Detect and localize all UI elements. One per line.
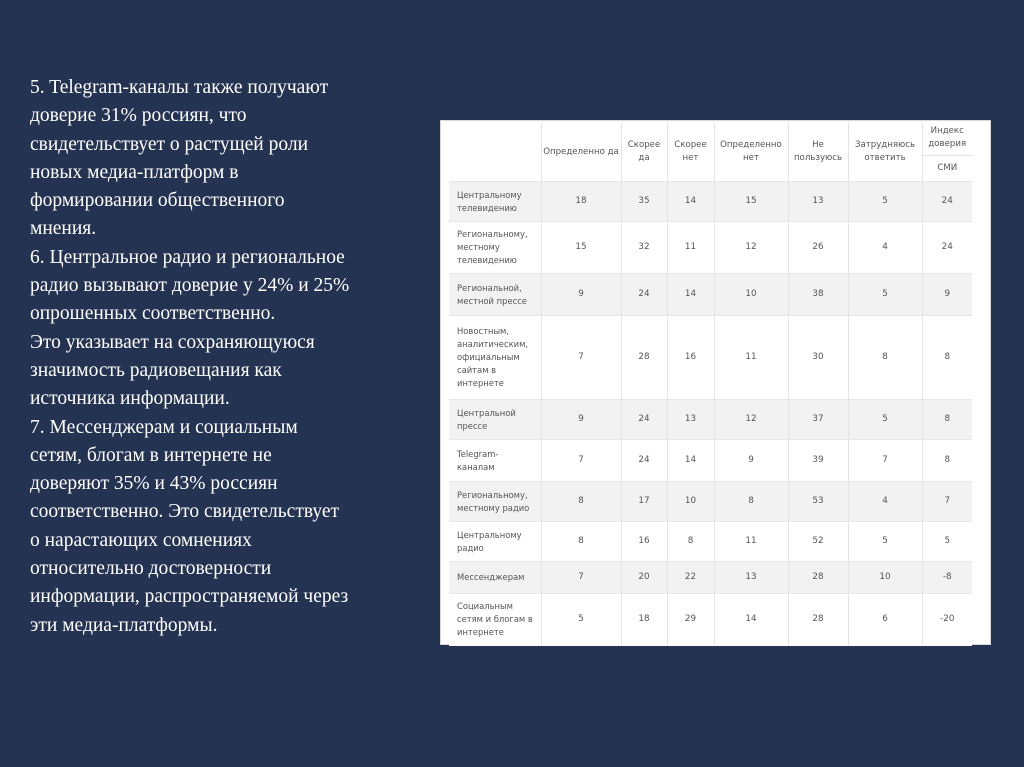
row-category: Социальным сетям и блогам в интернете	[449, 594, 541, 646]
row-value: 39	[788, 440, 848, 482]
header-trust-index	[922, 123, 972, 182]
row-value: 32	[621, 222, 667, 274]
row-value: 8	[922, 400, 972, 440]
row-value: 13	[788, 182, 848, 222]
row-value: 5	[541, 594, 621, 646]
row-value: 8	[714, 482, 788, 522]
table-row	[449, 222, 972, 274]
row-value: 10	[714, 274, 788, 316]
table-row	[449, 482, 972, 522]
row-value: 6	[848, 594, 922, 646]
row-value: 24	[922, 222, 972, 274]
row-value: 8	[541, 522, 621, 562]
row-category: Новостным, аналитическим, официальным сайтам в интернете	[449, 316, 541, 400]
row-value: 4	[848, 222, 922, 274]
row-value: 30	[788, 316, 848, 400]
row-category: Центральной прессе	[449, 400, 541, 440]
row-value: 5	[848, 274, 922, 316]
row-value: 9	[541, 274, 621, 316]
table-row	[449, 562, 972, 594]
row-category: Региональной, местной прессе	[449, 274, 541, 316]
row-value: 13	[667, 400, 714, 440]
table-row	[449, 182, 972, 222]
row-value: 7	[922, 482, 972, 522]
row-value: 14	[714, 594, 788, 646]
header-not-using: Не пользуюсь	[788, 123, 848, 182]
table-body	[449, 182, 972, 646]
row-value: 9	[541, 400, 621, 440]
row-value: 11	[714, 522, 788, 562]
paragraph-7: 7. Мессенджерам и социальным сетям, блогам в интернете не доверяют 35% и 43% россиян соответственно. Это свидетельствует о нарастающих сомнениях относительно достоверности информации, распространяемой через эти медиа-платформы.	[30, 416, 349, 636]
row-value: 7	[541, 316, 621, 400]
row-value: 12	[714, 400, 788, 440]
row-value: 28	[788, 594, 848, 646]
header-category	[449, 123, 541, 182]
table-row	[449, 316, 972, 400]
paragraph-6: 6. Центральное радио и региональное радио вызывают доверие у 24% и 25% опрошенных соответственно. Это указывает на сохраняющуюся значимость радиовещания как источника информации.	[30, 246, 350, 410]
header-rather-yes: Скорее да	[621, 123, 667, 182]
row-value: 29	[667, 594, 714, 646]
row-value: 7	[848, 440, 922, 482]
row-value: 17	[621, 482, 667, 522]
header-trust-index-sub: СМИ	[923, 155, 973, 175]
row-value: 7	[541, 440, 621, 482]
row-category: Центральному телевидению	[449, 182, 541, 222]
row-value: 14	[667, 440, 714, 482]
row-value: 10	[667, 482, 714, 522]
row-value: 15	[541, 222, 621, 274]
row-value: 53	[788, 482, 848, 522]
row-value: 20	[621, 562, 667, 594]
row-value: 35	[621, 182, 667, 222]
row-value: 8	[667, 522, 714, 562]
paragraph-5: 5. Telegram-каналы также получают доверие 31% россиян, что свидетельствует о растущей роли новых медиа-платформ в формировании общественного мнения.	[30, 77, 329, 240]
row-value: -8	[922, 562, 972, 594]
table-row	[449, 594, 972, 646]
table-row	[449, 522, 972, 562]
header-definitely-yes: Определенно да	[541, 123, 621, 182]
row-value: 14	[667, 274, 714, 316]
row-value: 24	[621, 440, 667, 482]
row-category: Региональному, местному радио	[449, 482, 541, 522]
row-value: 24	[621, 274, 667, 316]
row-value: 5	[848, 400, 922, 440]
row-value: 38	[788, 274, 848, 316]
table-row	[449, 440, 972, 482]
row-value: 22	[667, 562, 714, 594]
row-value: 8	[922, 316, 972, 400]
row-value: 11	[667, 222, 714, 274]
row-value: -20	[922, 594, 972, 646]
row-value: 13	[714, 562, 788, 594]
row-value: 4	[848, 482, 922, 522]
table-header-row	[449, 123, 972, 182]
row-value: 28	[788, 562, 848, 594]
header-definitely-no: Определенно нет	[714, 123, 788, 182]
row-value: 24	[621, 400, 667, 440]
row-value: 8	[541, 482, 621, 522]
row-value: 18	[541, 182, 621, 222]
row-value: 14	[667, 182, 714, 222]
row-value: 10	[848, 562, 922, 594]
header-trust-index-label: Индекс доверия	[928, 126, 967, 149]
row-category: Региональному, местному телевидению	[449, 222, 541, 274]
row-value: 7	[541, 562, 621, 594]
row-value: 16	[667, 316, 714, 400]
row-value: 12	[714, 222, 788, 274]
row-value: 18	[621, 594, 667, 646]
row-value: 37	[788, 400, 848, 440]
trust-table	[449, 123, 972, 646]
row-value: 26	[788, 222, 848, 274]
text-block	[30, 74, 430, 640]
row-category: Telegram-каналам	[449, 440, 541, 482]
row-value: 28	[621, 316, 667, 400]
row-value: 9	[922, 274, 972, 316]
row-value: 8	[922, 440, 972, 482]
row-value: 16	[621, 522, 667, 562]
row-category: Центральному радио	[449, 522, 541, 562]
header-rather-no: Скорее нет	[667, 123, 714, 182]
row-value: 11	[714, 316, 788, 400]
trust-table-card	[440, 120, 991, 645]
row-value: 5	[848, 522, 922, 562]
row-value: 9	[714, 440, 788, 482]
table-row	[449, 400, 972, 440]
table-row	[449, 274, 972, 316]
row-value: 15	[714, 182, 788, 222]
row-value: 8	[848, 316, 922, 400]
row-value: 5	[922, 522, 972, 562]
header-hard-to-say: Затрудняюсь ответить	[848, 123, 922, 182]
row-value: 24	[922, 182, 972, 222]
row-value: 52	[788, 522, 848, 562]
row-value: 5	[848, 182, 922, 222]
row-category: Мессенджерам	[449, 562, 541, 594]
